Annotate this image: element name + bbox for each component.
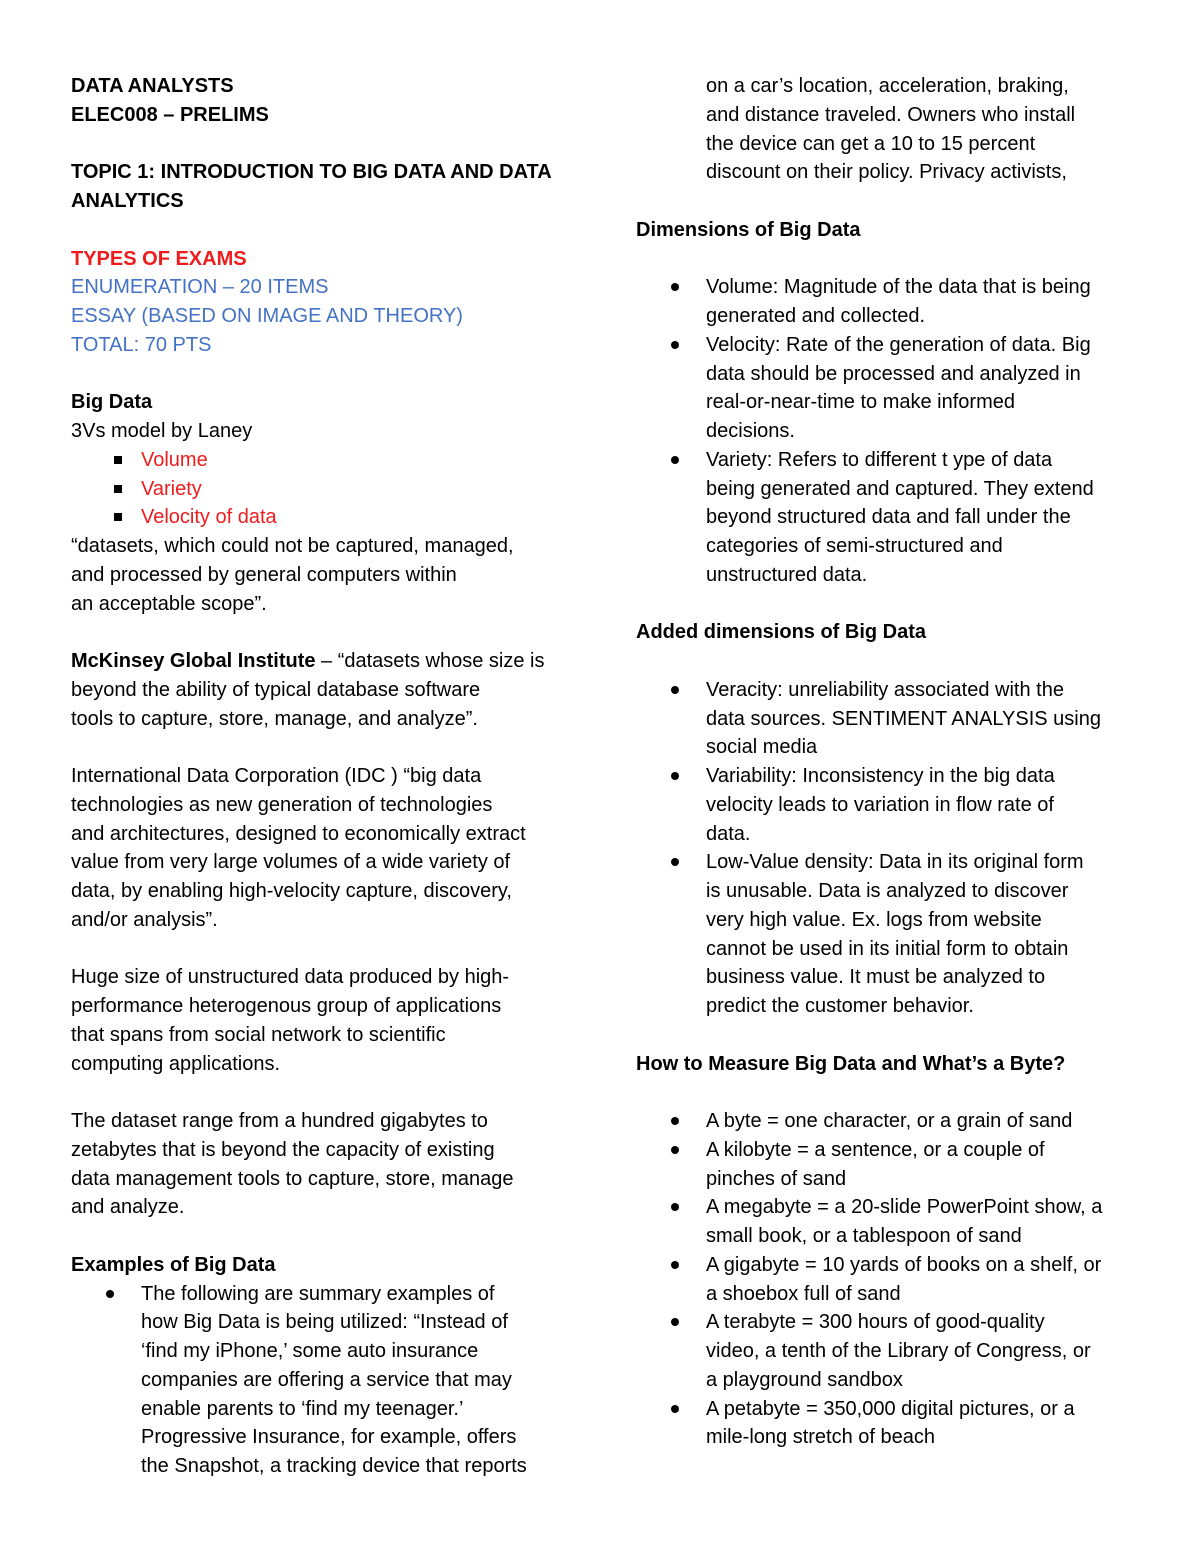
mckinsey-paragraph bbox=[71, 647, 571, 733]
added-dimensions-heading: Added dimensions of Big Data bbox=[636, 621, 927, 644]
list-item: The following are summary examples of how Big Data is being utilized: “Instead of ‘find my iPhone,’ some auto insurance companies are offering a service that may enable parents to ‘find my teenager.’ Progressive Insurance, for example, offers the Snapshot, a tracking device that reports bbox=[71, 1280, 571, 1481]
big-data-heading: Big Data bbox=[71, 391, 153, 414]
list-item: Velocity: Rate of the generation of data. Big data should be processed and analyzed in real-or-near-time to make informed decisions. bbox=[636, 331, 1136, 446]
laney-model: 3Vs model by Laney bbox=[71, 420, 253, 442]
idc-paragraph: International Data Corporation (IDC ) “big data technologies as new generation of technologies and architectures, designed to economically extract value from very large volumes of a wide variety of data, by enabling high-velocity capture, discovery, and/or analysis”. bbox=[71, 765, 526, 931]
list-item: Volume: Magnitude of the data that is being generated and collected. bbox=[636, 273, 1136, 331]
topic-title: TOPIC 1: INTRODUCTION TO BIG DATA AND DATA ANALYTICS bbox=[71, 161, 552, 212]
list-item: A gigabyte = 10 yards of books on a shelf, or a shoebox full of sand bbox=[636, 1251, 1136, 1309]
doc-title: DATA ANALYSTS bbox=[71, 75, 234, 97]
added-dimensions-list bbox=[636, 676, 1136, 1021]
exam-types-heading: TYPES OF EXAMS bbox=[71, 247, 247, 270]
list-item: A megabyte = a 20-slide PowerPoint show, a small book, or a tablespoon of sand bbox=[636, 1193, 1136, 1251]
exam-item-enumeration: ENUMERATION – 20 ITEMS bbox=[71, 276, 329, 299]
exam-item-essay: ESSAY (BASED ON IMAGE AND THEORY) bbox=[71, 305, 463, 327]
list-item: A kilobyte = a sentence, or a couple of pinches of sand bbox=[636, 1136, 1136, 1194]
mckinsey-label: McKinsey Global Institute bbox=[71, 650, 316, 672]
huge-size-paragraph: Huge size of unstructured data produced by high- performance heterogenous group of applications that spans from social network to scientific computing applications. bbox=[71, 966, 510, 1075]
examples-heading: Examples of Big Data bbox=[71, 1253, 276, 1276]
exam-item-total: TOTAL: 70 PTS bbox=[71, 333, 212, 356]
list-item: Variety: Refers to different t ype of data being generated and captured. They extend beyond structured data and fall under the categories of semi-structured and unstructured data. bbox=[636, 446, 1136, 590]
right-column bbox=[636, 72, 1136, 1452]
list-item: Velocity of data bbox=[71, 503, 571, 532]
list-item: A petabyte = 350,000 digital pictures, or a mile-long stretch of beach bbox=[636, 1395, 1136, 1453]
list-item: Veracity: unreliability associated with the data sources. SENTIMENT ANALYSIS using social media bbox=[636, 676, 1136, 762]
three-vs-list bbox=[71, 446, 571, 532]
dataset-range-paragraph: The dataset range from a hundred gigabytes to zetabytes that is beyond the capacity of existing data management tools to capture, store, manage and analyze. bbox=[71, 1110, 514, 1219]
measure-heading: How to Measure Big Data and What’s a Byte? bbox=[636, 1052, 1066, 1075]
list-item: Low-Value density: Data in its original form is unusable. Data is analyzed to discover very high value. Ex. logs from website cannot be used in its initial form to obtain business value. It must be analyzed to predict the customer behavior. bbox=[636, 848, 1136, 1021]
list-item: A terabyte = 300 hours of good-quality video, a tenth of the Library of Congress, or a playground sandbox bbox=[636, 1308, 1136, 1394]
dimensions-heading: Dimensions of Big Data bbox=[636, 218, 861, 241]
course-code: ELEC008 – PRELIMS bbox=[71, 103, 269, 126]
list-item: Variability: Inconsistency in the big data velocity leads to variation in flow rate of data. bbox=[636, 762, 1136, 848]
left-column bbox=[71, 72, 571, 1481]
list-item: Volume bbox=[71, 446, 571, 475]
list-item: A byte = one character, or a grain of sand bbox=[636, 1107, 1136, 1136]
dimensions-list bbox=[636, 273, 1136, 589]
examples-continuation bbox=[636, 72, 1136, 187]
examples-list bbox=[71, 1280, 571, 1481]
mckinsey-text: – “datasets whose size is beyond the ability of typical database software tools to capture, store, manage, and analyze”. bbox=[71, 650, 545, 730]
measure-list bbox=[636, 1107, 1136, 1452]
list-item-continuation: on a car’s location, acceleration, braking, and distance traveled. Owners who install the device can get a 10 to 15 percent discount on their policy. Privacy activists, bbox=[706, 75, 1076, 184]
list-item: Variety bbox=[71, 475, 571, 504]
datasets-quote: “datasets, which could not be captured, managed, and processed by general computers within an acceptable scope”. bbox=[71, 535, 514, 615]
